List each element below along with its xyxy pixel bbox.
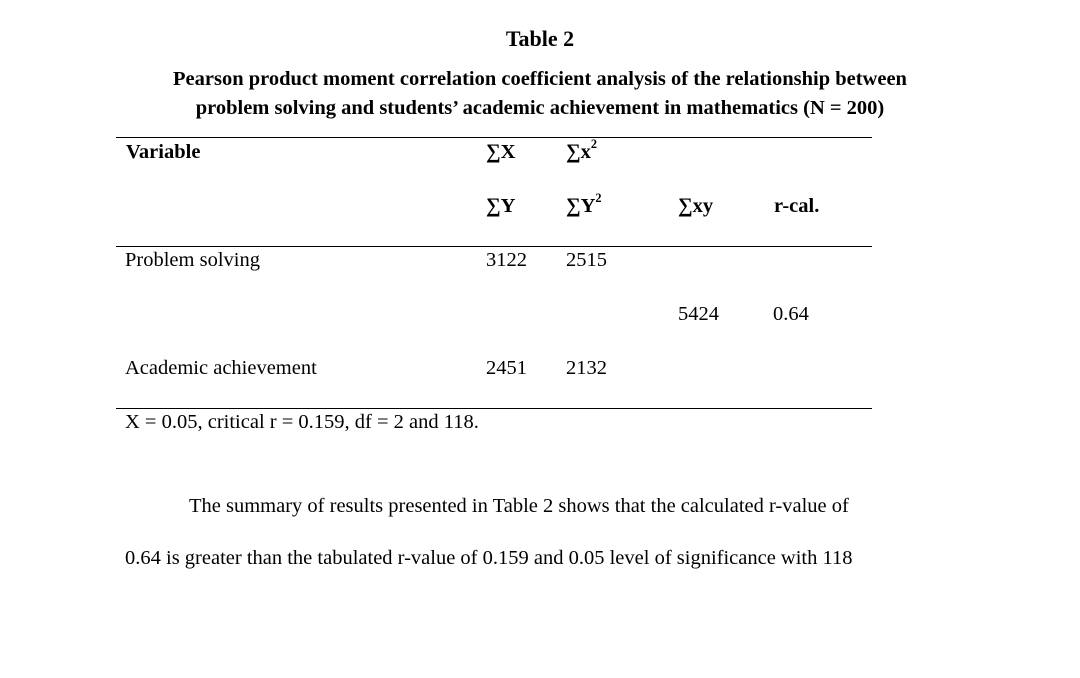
header-r-cal: r-cal.: [774, 195, 820, 217]
header-sum-y-squared-base: ∑Y: [566, 195, 596, 217]
header-sum-y: ∑Y: [486, 195, 516, 217]
row-sum-squared-value: 2515: [566, 249, 607, 271]
row-sum-value: 2451: [486, 357, 527, 379]
header-sum-x-squared: [566, 137, 598, 164]
table-top-rule: [116, 137, 872, 138]
table-bottom-rule: [116, 408, 872, 409]
row-sum-value: 3122: [486, 249, 527, 271]
header-sum-y-squared-exponent: 2: [595, 191, 602, 206]
paragraph-line-1: The summary of results presented in Table 2 shows that the calculated r-value of: [189, 495, 849, 517]
table-caption-line-1: Pearson product moment correlation coefficient analysis of the relationship between: [173, 68, 907, 90]
row-variable-name: Academic achievement: [125, 357, 317, 379]
header-sum-x-squared-exponent: 2: [590, 137, 598, 152]
paragraph-line-2: 0.64 is greater than the tabulated r-value of 0.159 and 0.05 level of significance with 118: [125, 547, 853, 569]
sum-xy-value: 5424: [678, 303, 719, 325]
row-variable-name: Problem solving: [125, 249, 260, 271]
row-sum-squared-value: 2132: [566, 357, 607, 379]
header-sum-x-squared-base: ∑x: [566, 141, 591, 163]
table-header-rule: [116, 246, 872, 247]
header-sum-x: ∑X: [486, 141, 516, 163]
header-variable: Variable: [126, 141, 201, 163]
header-sum-y-squared: [566, 191, 602, 218]
r-cal-value: 0.64: [773, 303, 809, 325]
table-note: X = 0.05, critical r = 0.159, df = 2 and 118.: [125, 411, 479, 433]
table-number: Table 2: [505, 26, 575, 51]
table-caption-line-2: problem solving and students’ academic achievement in mathematics (N = 200): [195, 97, 885, 119]
header-sum-xy: ∑xy: [678, 195, 714, 217]
